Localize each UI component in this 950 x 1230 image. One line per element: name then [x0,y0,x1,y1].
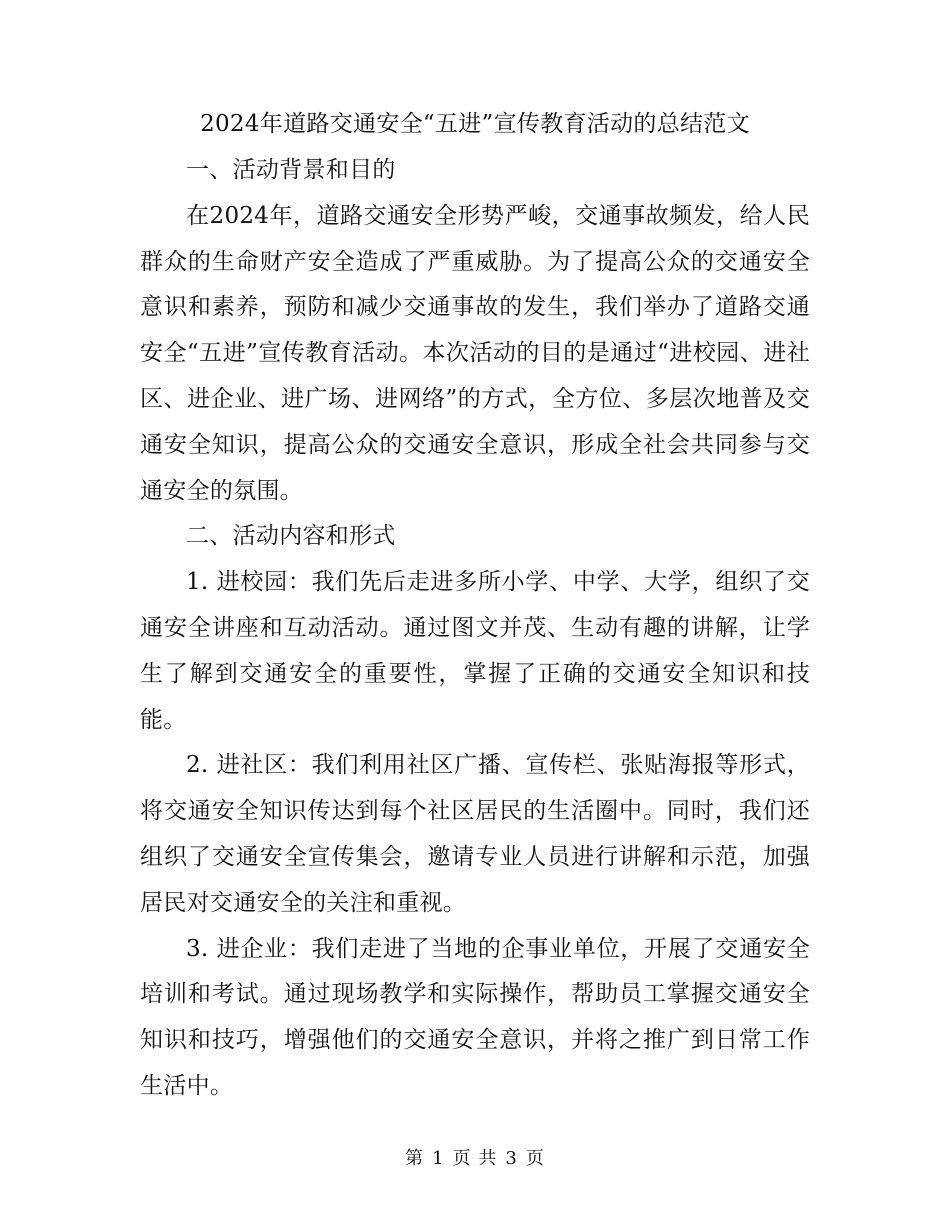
page-label-suffix: 页 [525,1148,545,1169]
page-label-mid: 页 共 [452,1148,498,1169]
page-label-prefix: 第 [405,1148,425,1169]
paragraph-school: 1. 进校园：我们先后走进多所小学、中学、大学，组织了交通安全讲座和互动活动。通过图文并茂、生动有趣的讲解，让学生了解到交通安全的重要性，掌握了正确的交通安全知识和技能。 [140,569,810,733]
total-pages-number: 3 [505,1148,518,1169]
document-title: 2024年道路交通安全“五进”宣传教育活动的总结范文 [200,111,750,137]
section-heading-background: 一、活动背景和目的 [186,157,396,183]
section-heading-content: 二、活动内容和形式 [186,523,396,550]
paragraph-background: 在2024年，道路交通安全形势严峻，交通事故频发，给人民群众的生命财产安全造成了严重威胁。为了提高公众的交通安全意识和素养，预防和减少交通事故的发生，我们举办了道路交通安全“五进”宣传教育活动。本次活动的目的是通过“进校园、进社区、进企业、进广场、进网络”的方式，全方位、多层次地普及交通安全知识，提高公众的交通安全意识，形成全社会共同参与交通安全的氛围。 [140,202,810,504]
paragraph-enterprise: 3. 进企业：我们走进了当地的企事业单位，开展了交通安全培训和考试。通过现场教学和实际操作，帮助员工掌握交通安全知识和技巧，增强他们的交通安全意识，并将之推广到日常工作生活中。 [140,935,810,1099]
current-page-number: 1 [432,1148,445,1169]
page-footer [0,1144,950,1174]
paragraph-community: 2. 进社区：我们利用社区广播、宣传栏、张贴海报等形式，将交通安全知识传达到每个社区居民的生活圈中。同时，我们还组织了交通安全宣传集会，邀请专业人员进行讲解和示范，加强居民对交通安全的关注和重视。 [140,752,810,916]
document-body [140,148,810,1110]
